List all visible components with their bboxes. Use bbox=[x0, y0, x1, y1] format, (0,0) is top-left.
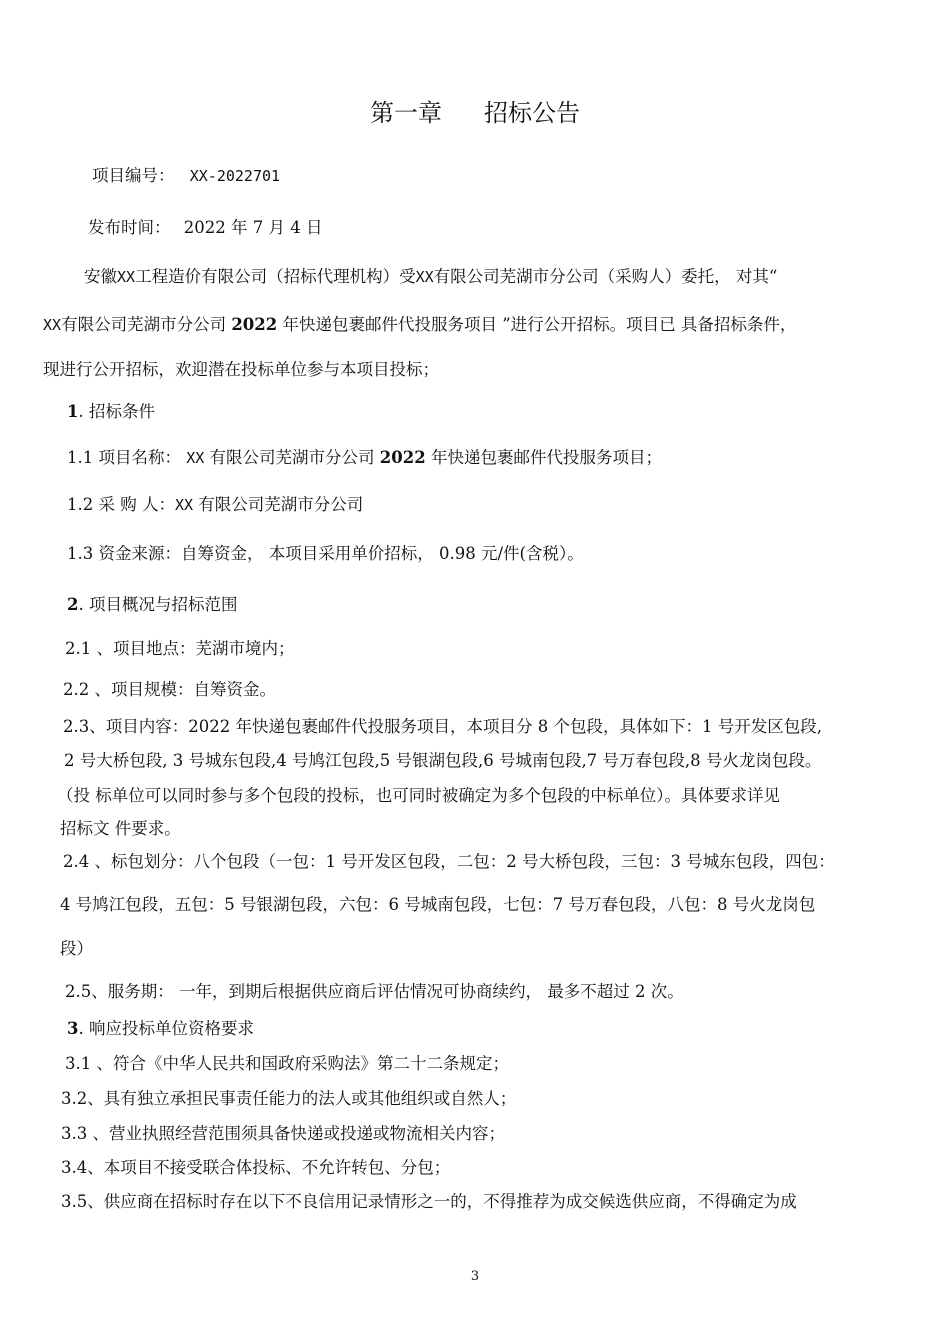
project-number-label: 项目编号： bbox=[92, 166, 175, 185]
section-2-item-3-line-4: 招标文 件要求。 bbox=[60, 819, 181, 838]
section-2-item-5: 2.5、服务期： 一年，到期后根据供应商后评估情况可协商续约， 最多不超过 2 次。 bbox=[65, 982, 684, 1001]
section-3-item-2: 3.2、具有独立承担民事责任能力的法人或其他组织或自然人； bbox=[61, 1089, 517, 1108]
page-title bbox=[0, 98, 950, 128]
intro-line-3: 现进行公开招标，欢迎潜在投标单位参与本项目投标； bbox=[43, 360, 439, 379]
section-3-item-4: 3.4、本项目不接受联合体投标、不允许转包、分包； bbox=[61, 1158, 451, 1177]
section-1-heading: 1. 招标条件 bbox=[67, 402, 155, 421]
section-2-item-1: 2.1 、项目地点：芜湖市境内； bbox=[65, 639, 295, 658]
release-date-label: 发布时间： bbox=[88, 218, 171, 237]
section-3-item-3: 3.3 、营业执照经营范围须具备快递或投递或物流相关内容； bbox=[61, 1124, 505, 1143]
intro-line-2: XX有限公司芜湖市分公司 2022 年快递包裹邮件代投服务项目 ”进行公开招标。项目已 具备招标条件， bbox=[43, 315, 797, 334]
section-2-item-3-line-2: 2 号大桥包段, 3 号城东包段,4 号鸠江包段,5 号银湖包段,6 号城南包段,7 号万春包段,8 号火龙岗包段。 bbox=[64, 751, 822, 770]
section-2-item-3-line-1: 2.3、项目内容：2022 年快递包裹邮件代投服务项目，本项目分 8 个包段，具体如下：1 号开发区包段, bbox=[63, 717, 822, 736]
section-2-item-3-line-3: （投 标单位可以同时参与多个包段的投标，也可同时被确定为多个包段的中标单位）。具体要求详见 bbox=[57, 786, 780, 805]
page-number: 3 bbox=[470, 1269, 480, 1284]
section-1-item-2: 1.2 采 购 人：XX 有限公司芜湖市分公司 bbox=[67, 495, 364, 514]
section-2-item-4-line-2: 4 号鸠江包段，五包：5 号银湖包段，六包：6 号城南包段，七包：7 号万春包段，八包：8 号火龙岗包 bbox=[60, 895, 816, 914]
release-date-value: 2022 年 7 月 4 日 bbox=[183, 218, 323, 237]
section-2-item-4-line-3: 段） bbox=[60, 939, 93, 958]
project-number-value: XX-2022701 bbox=[189, 167, 281, 185]
section-2-item-4-line-1: 2.4 、标包划分：八个包段（一包：1 号开发区包段，二包：2 号大桥包段，三包：3 号城东包段，四包： bbox=[63, 852, 835, 871]
intro-line-1: 安徽XX工程造价有限公司（招标代理机构）受XX有限公司芜湖市分公司（采购人）委托， 对其“ bbox=[84, 267, 778, 286]
section-3-heading: 3. 响应投标单位资格要求 bbox=[67, 1019, 254, 1038]
chapter-name: 招标公告 bbox=[484, 99, 580, 127]
section-1-item-3: 1.3 资金来源：自筹资金， 本项目采用单价招标， 0.98 元/件(含税）。 bbox=[67, 544, 584, 563]
section-3-item-5: 3.5、供应商在招标时存在以下不良信用记录情形之一的，不得推荐为成交候选供应商，不得确定为成 bbox=[61, 1192, 797, 1211]
release-date-line bbox=[88, 217, 322, 239]
section-1-item-1: 1.1 项目名称： XX 有限公司芜湖市分公司 2022 年快递包裹邮件代投服务项目； bbox=[67, 448, 662, 467]
section-3-item-1: 3.1 、符合《中华人民共和国政府采购法》第二十二条规定； bbox=[65, 1054, 509, 1073]
project-number-line bbox=[92, 165, 280, 187]
section-2-item-2: 2.2 、项目规模：自筹资金。 bbox=[63, 680, 276, 699]
section-2-heading: 2. 项目概况与招标范围 bbox=[67, 595, 238, 614]
chapter-label: 第一章 bbox=[370, 99, 442, 127]
